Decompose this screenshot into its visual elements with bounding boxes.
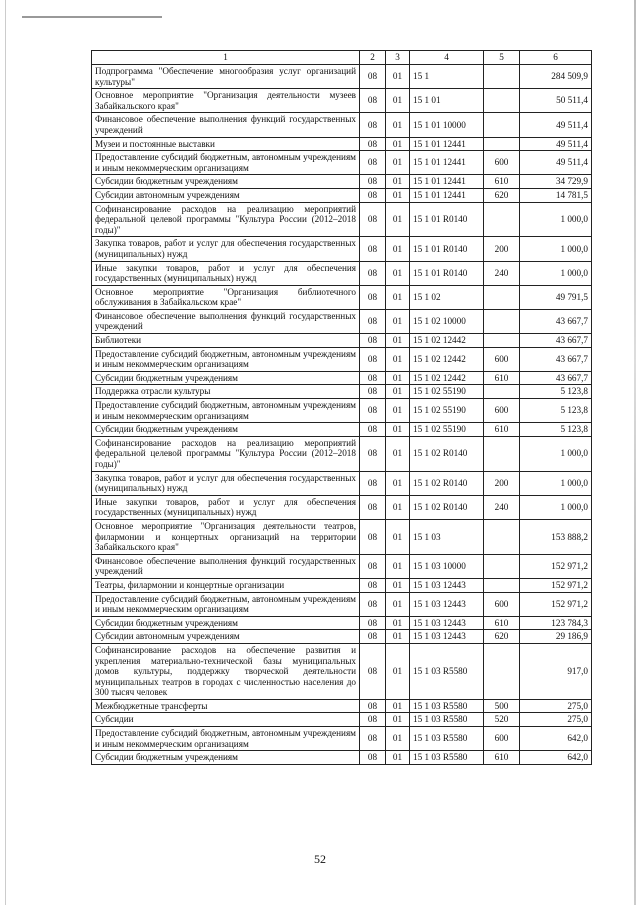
amount-cell: 917,0: [520, 643, 592, 699]
table-row: [92, 309, 592, 333]
target-article-cell: 15 1 03 12443: [410, 616, 484, 630]
amount-cell: 152 971,2: [520, 592, 592, 616]
row-name-cell: Субсидии автономным учреждениям: [92, 630, 360, 644]
row-name-cell: Подпрограмма "Обеспечение многообразия услуг организаций культуры": [92, 65, 360, 89]
row-name-cell: Предоставление субсидий бюджетным, автономным учреждениям и иным некоммерческим организациям: [92, 151, 360, 175]
amount-cell: 1 000,0: [520, 202, 592, 237]
section-code-cell: 08: [360, 554, 386, 578]
amount-cell: 49 511,4: [520, 137, 592, 151]
expense-type-cell: 600: [484, 592, 520, 616]
expense-type-cell: [484, 113, 520, 137]
target-article-cell: 15 1 03: [410, 519, 484, 554]
subsection-code-cell: 01: [386, 175, 410, 189]
amount-cell: 43 667,7: [520, 334, 592, 348]
subsection-code-cell: 01: [386, 285, 410, 309]
target-article-cell: 15 1 01 12441: [410, 188, 484, 202]
amount-cell: 50 511,4: [520, 89, 592, 113]
amount-cell: 5 123,8: [520, 423, 592, 437]
expense-type-cell: 600: [484, 347, 520, 371]
table-row: [92, 188, 592, 202]
subsection-code-cell: 01: [386, 436, 410, 471]
table-row: [92, 202, 592, 237]
expense-type-cell: 200: [484, 471, 520, 495]
table-row: [92, 616, 592, 630]
target-article-cell: 15 1 03 12443: [410, 592, 484, 616]
section-code-cell: 08: [360, 137, 386, 151]
target-article-cell: 15 1 02 12442: [410, 371, 484, 385]
table-row: [92, 334, 592, 348]
amount-cell: 49 511,4: [520, 151, 592, 175]
section-code-cell: 08: [360, 471, 386, 495]
row-name-cell: Основное мероприятие "Организация библиотечного обслуживания в Забайкальском крае": [92, 285, 360, 309]
target-article-cell: 15 1 02 12442: [410, 334, 484, 348]
subsection-code-cell: 01: [386, 188, 410, 202]
row-name-cell: Иные закупки товаров, работ и услуг для обеспечения государственных (муниципальных) нужд: [92, 495, 360, 519]
row-name-cell: Предоставление субсидий бюджетным, автономным учреждениям и иным некоммерческим организациям: [92, 592, 360, 616]
section-code-cell: 08: [360, 89, 386, 113]
row-name-cell: Субсидии бюджетным учреждениям: [92, 423, 360, 437]
table-row: [92, 578, 592, 592]
expense-type-cell: [484, 137, 520, 151]
amount-cell: 5 123,8: [520, 399, 592, 423]
table-row: [92, 630, 592, 644]
section-code-cell: 08: [360, 113, 386, 137]
table-row: [92, 237, 592, 261]
row-name-cell: Субсидии бюджетным учреждениям: [92, 616, 360, 630]
row-name-cell: Субсидии автономным учреждениям: [92, 188, 360, 202]
section-code-cell: 08: [360, 237, 386, 261]
row-name-cell: Финансовое обеспечение выполнения функций государственных учреждений: [92, 309, 360, 333]
target-article-cell: 15 1 03 R5580: [410, 643, 484, 699]
amount-cell: 34 729,9: [520, 175, 592, 189]
scan-right-edge: [634, 0, 636, 905]
target-article-cell: 15 1 01 R0140: [410, 261, 484, 285]
table-row: [92, 423, 592, 437]
expense-type-cell: [484, 285, 520, 309]
target-article-cell: 15 1 02 R0140: [410, 471, 484, 495]
row-name-cell: Закупка товаров, работ и услуг для обеспечения государственных (муниципальных) нужд: [92, 237, 360, 261]
subsection-code-cell: 01: [386, 699, 410, 713]
section-code-cell: 08: [360, 630, 386, 644]
subsection-code-cell: 01: [386, 347, 410, 371]
amount-cell: 275,0: [520, 699, 592, 713]
target-article-cell: 15 1 03 R5580: [410, 713, 484, 727]
table-row: [92, 137, 592, 151]
amount-cell: 43 667,7: [520, 371, 592, 385]
amount-cell: 152 971,2: [520, 554, 592, 578]
row-name-cell: Театры, филармонии и концертные организации: [92, 578, 360, 592]
section-code-cell: 08: [360, 699, 386, 713]
subsection-code-cell: 01: [386, 495, 410, 519]
target-article-cell: 15 1 01 R0140: [410, 237, 484, 261]
header-cell: 6: [520, 51, 592, 65]
row-name-cell: Поддержка отрасли культуры: [92, 385, 360, 399]
subsection-code-cell: 01: [386, 554, 410, 578]
section-code-cell: 08: [360, 727, 386, 751]
row-name-cell: Основное мероприятие "Организация деятельности музеев Забайкальского края": [92, 89, 360, 113]
subsection-code-cell: 01: [386, 630, 410, 644]
table-row: [92, 175, 592, 189]
target-article-cell: 15 1 03 R5580: [410, 751, 484, 765]
section-code-cell: 08: [360, 385, 386, 399]
row-name-cell: Предоставление субсидий бюджетным, автономным учреждениям и иным некоммерческим организациям: [92, 399, 360, 423]
amount-cell: 43 667,7: [520, 347, 592, 371]
target-article-cell: 15 1 03 R5580: [410, 699, 484, 713]
subsection-code-cell: 01: [386, 713, 410, 727]
expense-type-cell: [484, 385, 520, 399]
subsection-code-cell: 01: [386, 399, 410, 423]
subsection-code-cell: 01: [386, 423, 410, 437]
amount-cell: 5 123,8: [520, 385, 592, 399]
expense-type-cell: 240: [484, 261, 520, 285]
header-cell: 3: [386, 51, 410, 65]
target-article-cell: 15 1 03 10000: [410, 554, 484, 578]
amount-cell: 29 186,9: [520, 630, 592, 644]
row-name-cell: Предоставление субсидий бюджетным, автономным учреждениям и иным некоммерческим организациям: [92, 347, 360, 371]
section-code-cell: 08: [360, 334, 386, 348]
expense-type-cell: [484, 202, 520, 237]
amount-cell: 1 000,0: [520, 471, 592, 495]
section-code-cell: 08: [360, 616, 386, 630]
target-article-cell: 15 1 02 12442: [410, 347, 484, 371]
expense-type-cell: 600: [484, 151, 520, 175]
target-article-cell: 15 1 01 12441: [410, 137, 484, 151]
header-cell: 1: [92, 51, 360, 65]
section-code-cell: 08: [360, 423, 386, 437]
budget-table: [91, 50, 592, 765]
section-code-cell: 08: [360, 592, 386, 616]
table-row: [92, 643, 592, 699]
section-code-cell: 08: [360, 519, 386, 554]
amount-cell: 123 784,3: [520, 616, 592, 630]
subsection-code-cell: 01: [386, 727, 410, 751]
target-article-cell: 15 1 02 55190: [410, 399, 484, 423]
target-article-cell: 15 1 02 10000: [410, 309, 484, 333]
amount-cell: 1 000,0: [520, 237, 592, 261]
expense-type-cell: 600: [484, 727, 520, 751]
expense-type-cell: [484, 309, 520, 333]
row-name-cell: Музеи и постоянные выставки: [92, 137, 360, 151]
table-row: [92, 554, 592, 578]
section-code-cell: 08: [360, 578, 386, 592]
section-code-cell: 08: [360, 261, 386, 285]
section-code-cell: 08: [360, 309, 386, 333]
subsection-code-cell: 01: [386, 616, 410, 630]
expense-type-cell: [484, 334, 520, 348]
row-name-cell: Предоставление субсидий бюджетным, автономным учреждениям и иным некоммерческим организациям: [92, 727, 360, 751]
expense-type-cell: 610: [484, 175, 520, 189]
subsection-code-cell: 01: [386, 592, 410, 616]
section-code-cell: 08: [360, 175, 386, 189]
table-row: [92, 699, 592, 713]
expense-type-cell: [484, 554, 520, 578]
amount-cell: 43 667,7: [520, 309, 592, 333]
target-article-cell: 15 1 02 R0140: [410, 495, 484, 519]
subsection-code-cell: 01: [386, 751, 410, 765]
section-code-cell: 08: [360, 371, 386, 385]
scan-top-mark: [22, 16, 162, 18]
amount-cell: 152 971,2: [520, 578, 592, 592]
section-code-cell: 08: [360, 399, 386, 423]
expense-type-cell: [484, 436, 520, 471]
row-name-cell: Софинансирование расходов на реализацию мероприятий федеральной целевой программы "Культура России (2012–2018 годы)": [92, 436, 360, 471]
subsection-code-cell: 01: [386, 471, 410, 495]
table-row: [92, 65, 592, 89]
target-article-cell: 15 1 02 55190: [410, 423, 484, 437]
table-row: [92, 495, 592, 519]
row-name-cell: Субсидии бюджетным учреждениям: [92, 371, 360, 385]
section-code-cell: 08: [360, 643, 386, 699]
target-article-cell: 15 1 03 R5580: [410, 727, 484, 751]
subsection-code-cell: 01: [386, 151, 410, 175]
subsection-code-cell: 01: [386, 643, 410, 699]
amount-cell: 284 509,9: [520, 65, 592, 89]
section-code-cell: 08: [360, 65, 386, 89]
subsection-code-cell: 01: [386, 334, 410, 348]
table-header-row: [92, 51, 592, 65]
table-row: [92, 113, 592, 137]
section-code-cell: 08: [360, 347, 386, 371]
amount-cell: 49 791,5: [520, 285, 592, 309]
section-code-cell: 08: [360, 202, 386, 237]
target-article-cell: 15 1 01 12441: [410, 151, 484, 175]
subsection-code-cell: 01: [386, 137, 410, 151]
subsection-code-cell: 01: [386, 202, 410, 237]
table-row: [92, 385, 592, 399]
row-name-cell: Библиотеки: [92, 334, 360, 348]
section-code-cell: 08: [360, 188, 386, 202]
target-article-cell: 15 1 01: [410, 89, 484, 113]
amount-cell: 14 781,5: [520, 188, 592, 202]
row-name-cell: Субсидии бюджетным учреждениям: [92, 175, 360, 189]
amount-cell: 1 000,0: [520, 436, 592, 471]
section-code-cell: 08: [360, 751, 386, 765]
expense-type-cell: 610: [484, 616, 520, 630]
row-name-cell: Софинансирование расходов на обеспечение развития и укрепления материально-технической базы муниципальных домов культуры, поддержку творческой деятельности муниципальных театров в городах с численностью населения до 300 тысяч человек: [92, 643, 360, 699]
subsection-code-cell: 01: [386, 578, 410, 592]
section-code-cell: 08: [360, 151, 386, 175]
table-row: [92, 371, 592, 385]
subsection-code-cell: 01: [386, 371, 410, 385]
target-article-cell: 15 1 02 55190: [410, 385, 484, 399]
table-row: [92, 727, 592, 751]
expense-type-cell: 520: [484, 713, 520, 727]
table-row: [92, 751, 592, 765]
section-code-cell: 08: [360, 285, 386, 309]
expense-type-cell: [484, 578, 520, 592]
row-name-cell: Субсидии: [92, 713, 360, 727]
target-article-cell: 15 1 03 12443: [410, 630, 484, 644]
table-row: [92, 399, 592, 423]
subsection-code-cell: 01: [386, 519, 410, 554]
expense-type-cell: 620: [484, 188, 520, 202]
table-row: [92, 519, 592, 554]
header-cell: 5: [484, 51, 520, 65]
expense-type-cell: 610: [484, 423, 520, 437]
target-article-cell: 15 1 01 12441: [410, 175, 484, 189]
expense-type-cell: 610: [484, 371, 520, 385]
amount-cell: 642,0: [520, 751, 592, 765]
target-article-cell: 15 1 01 R0140: [410, 202, 484, 237]
subsection-code-cell: 01: [386, 237, 410, 261]
amount-cell: 275,0: [520, 713, 592, 727]
expense-type-cell: [484, 65, 520, 89]
table-row: [92, 436, 592, 471]
expense-type-cell: 500: [484, 699, 520, 713]
target-article-cell: 15 1 02 R0140: [410, 436, 484, 471]
expense-type-cell: 200: [484, 237, 520, 261]
table-row: [92, 347, 592, 371]
amount-cell: 153 888,2: [520, 519, 592, 554]
expense-type-cell: 240: [484, 495, 520, 519]
page-number: 52: [314, 852, 326, 866]
header-cell: 2: [360, 51, 386, 65]
subsection-code-cell: 01: [386, 385, 410, 399]
row-name-cell: Финансовое обеспечение выполнения функций государственных учреждений: [92, 554, 360, 578]
amount-cell: 642,0: [520, 727, 592, 751]
row-name-cell: Финансовое обеспечение выполнения функций государственных учреждений: [92, 113, 360, 137]
row-name-cell: Основное мероприятие "Организация деятельности театров, филармонии и концертных организаций на территории Забайкальского края": [92, 519, 360, 554]
amount-cell: 1 000,0: [520, 495, 592, 519]
row-name-cell: Закупка товаров, работ и услуг для обеспечения государственных (муниципальных) нужд: [92, 471, 360, 495]
expense-type-cell: [484, 643, 520, 699]
subsection-code-cell: 01: [386, 261, 410, 285]
row-name-cell: Софинансирование расходов на реализацию мероприятий федеральной целевой программы "Культура России (2012–2018 годы)": [92, 202, 360, 237]
expense-type-cell: 600: [484, 399, 520, 423]
header-cell: 4: [410, 51, 484, 65]
subsection-code-cell: 01: [386, 309, 410, 333]
subsection-code-cell: 01: [386, 65, 410, 89]
row-name-cell: Субсидии бюджетным учреждениям: [92, 751, 360, 765]
row-name-cell: Иные закупки товаров, работ и услуг для обеспечения государственных (муниципальных) нужд: [92, 261, 360, 285]
section-code-cell: 08: [360, 495, 386, 519]
table-row: [92, 261, 592, 285]
subsection-code-cell: 01: [386, 113, 410, 137]
target-article-cell: 15 1: [410, 65, 484, 89]
section-code-cell: 08: [360, 436, 386, 471]
table-row: [92, 151, 592, 175]
expense-type-cell: 610: [484, 751, 520, 765]
table-row: [92, 713, 592, 727]
scan-left-edge: [5, 0, 6, 905]
section-code-cell: 08: [360, 713, 386, 727]
target-article-cell: 15 1 03 12443: [410, 578, 484, 592]
expense-type-cell: [484, 519, 520, 554]
amount-cell: 1 000,0: [520, 261, 592, 285]
table-row: [92, 592, 592, 616]
table-row: [92, 471, 592, 495]
target-article-cell: 15 1 02: [410, 285, 484, 309]
table-row: [92, 285, 592, 309]
table-row: [92, 89, 592, 113]
subsection-code-cell: 01: [386, 89, 410, 113]
expense-type-cell: 620: [484, 630, 520, 644]
expense-type-cell: [484, 89, 520, 113]
target-article-cell: 15 1 01 10000: [410, 113, 484, 137]
row-name-cell: Межбюджетные трансферты: [92, 699, 360, 713]
amount-cell: 49 511,4: [520, 113, 592, 137]
